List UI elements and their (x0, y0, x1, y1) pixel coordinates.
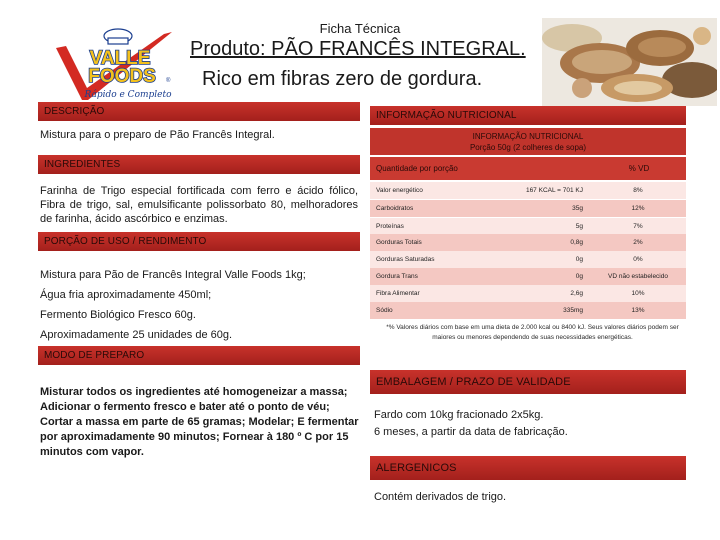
nutrient-vd: 13% (631, 307, 645, 314)
valle-foods-logo (52, 26, 182, 104)
nutrient-vd: 7% (633, 223, 643, 230)
nutrition-row (370, 285, 686, 302)
section-porcao-title: PORÇÃO DE USO / RENDIMENTO (38, 232, 360, 251)
nutrient-name: Gordura Trans (376, 273, 418, 280)
section-embalagem-title: EMBALAGEM / PRAZO DE VALIDADE (370, 370, 686, 394)
section-ingredientes-title: INGREDIENTES (38, 155, 360, 174)
nutrient-name: Gorduras Totais (376, 239, 422, 246)
section-descricao-title: DESCRIÇÃO (38, 102, 360, 121)
nutrition-row (370, 234, 686, 251)
logo-brand-line2: FOODS (88, 66, 156, 87)
nutrient-name: Sódio (376, 307, 393, 314)
nutrition-row (370, 218, 686, 235)
nutrient-vd: 8% (633, 187, 643, 194)
bread-photo (542, 18, 717, 106)
nutrient-qty: 0g (575, 256, 583, 263)
alergenicos-text: Contém derivados de trigo. (374, 491, 507, 503)
ingredientes-text: Farinha de Trigo especial fortificada com ferro e ácido fólico, Fibra de trigo, sal, emulsificante polissorbato 80, melhoradores de farinha, ácido ascórbico e enzimas. (40, 185, 358, 225)
nutrient-qty: 167 KCAL = 701 KJ (525, 187, 583, 194)
nutrition-row (370, 200, 686, 217)
nutrient-qty: 35g (572, 205, 583, 212)
nutrition-row (370, 268, 686, 285)
nutrition-table-header (370, 128, 686, 155)
nutrition-header-portion: Porção 50g (2 colheres de sopa) (469, 143, 587, 152)
product-tagline: Rico em fibras zero de gordura. (202, 68, 483, 90)
nutrient-qty: 0g (575, 273, 583, 280)
nutrient-name: Fibra Alimentar (376, 290, 420, 297)
nutrient-name: Gorduras Saturadas (376, 256, 435, 263)
embalagem-line: Fardo com 10kg fracionado 2x5kg. (374, 409, 544, 421)
porcao-line: Fermento Biológico Fresco 60g. (40, 309, 196, 321)
nutrient-qty: 0,8g (570, 239, 583, 246)
logo-slogan: Rápido e Completo (84, 90, 172, 100)
nutrient-name: Carboidratos (376, 205, 414, 212)
embalagem-line: 6 meses, a partir da data de fabricação. (374, 426, 568, 438)
nutrient-vd: 2% (633, 239, 643, 246)
col-vd-label: % VD (628, 164, 650, 173)
modo-text: Misturar todos os ingredientes até homogeneizar a massa; Adicionar o fermento fresco e bater até o ponto de véu; Cortar a massa em parte de 65 gramas; Modelar; E fermentar por aproximadamente 90 minutos; Fornear à 180 º C por 15 minutos com vapor. (40, 386, 359, 458)
nutrient-name: Proteínas (376, 223, 404, 230)
document-kind: Ficha Técnica (319, 21, 401, 36)
nutrition-column-header (370, 157, 686, 180)
logo-brand-line1: VALLE (89, 48, 151, 69)
nutrient-vd: VD não estabelecido (608, 273, 668, 280)
nutrition-row (370, 182, 686, 199)
nutrient-name: Valor energético (376, 187, 423, 194)
section-alergenicos-title: ALERGENICOS (370, 456, 686, 480)
nutrient-vd: 0% (633, 256, 643, 263)
nutrient-qty: 2,6g (570, 290, 583, 297)
section-info-title: INFORMAÇÃO NUTRICIONAL (370, 106, 686, 125)
logo-registered: ® (166, 78, 171, 84)
section-modo-title: MODO DE PREPARO (38, 346, 360, 365)
nutrient-vd: 12% (631, 205, 645, 212)
nutrition-row (370, 251, 686, 268)
nutrition-header-title: INFORMAÇÃO NUTRICIONAL (472, 132, 584, 141)
product-title: Produto: PÃO FRANCÊS INTEGRAL. (190, 38, 526, 60)
porcao-line: Água fria aproximadamente 450ml; (40, 289, 212, 301)
col-portion-label: Quantidade por porção (376, 164, 458, 173)
nutrient-qty: 335mg (563, 307, 583, 314)
nutrient-qty: 5g (575, 223, 583, 230)
descricao-text: Mistura para o preparo de Pão Francês Integral. (40, 129, 275, 141)
porcao-line: Mistura para Pão de Francês Integral Valle Foods 1kg; (40, 269, 306, 281)
porcao-line: Aproximadamente 25 unidades de 60g. (40, 329, 233, 341)
nutrient-vd: 10% (631, 290, 645, 297)
nutrition-row (370, 302, 686, 319)
nutrition-footnote: *% Valores diários com base em uma dieta de 2.000 kcal ou 8400 kJ. Seus valores diários podem ser maiores ou menores dependendo de suas necessidades energéticas. (386, 324, 679, 341)
